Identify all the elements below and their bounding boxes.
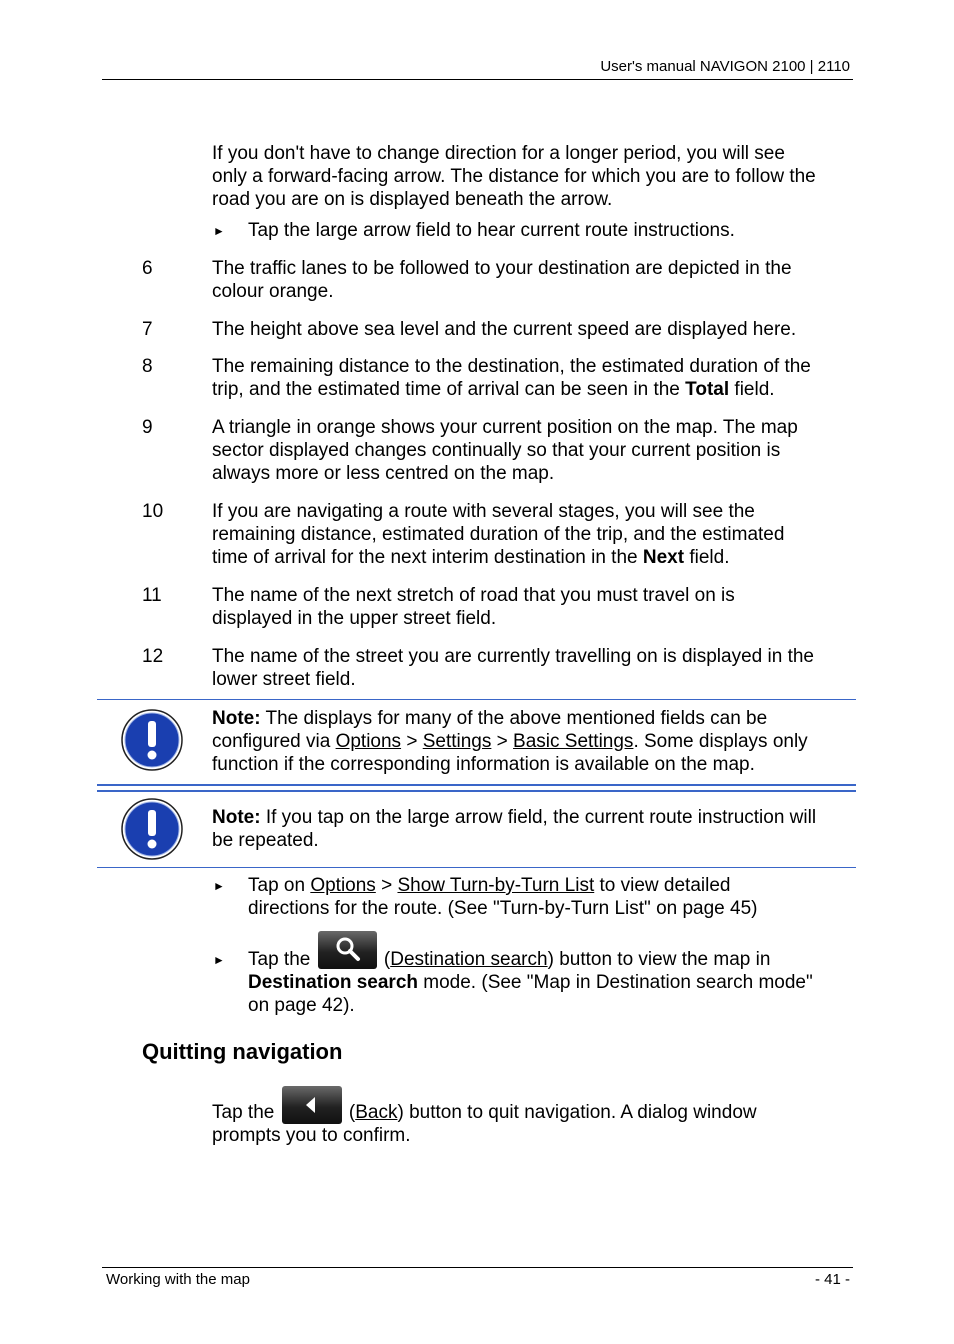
basic-settings-link[interactable]: Basic Settings <box>513 731 634 752</box>
exclamation-icon <box>121 798 183 860</box>
item-text-12: The name of the street you are currently travelling on is displayed in the lower street field. <box>212 646 814 690</box>
triangle-right-icon: ► <box>213 879 225 893</box>
magnifier-icon <box>318 931 377 969</box>
section-heading: Quitting navigation <box>142 1039 343 1064</box>
note-divider-2 <box>97 790 856 792</box>
item-number-6: 6 <box>142 258 153 279</box>
page-number: - 41 - <box>814 1271 850 1288</box>
header-rule <box>102 79 853 80</box>
item-number-9: 9 <box>142 417 153 438</box>
back-link[interactable]: Back <box>355 1102 398 1123</box>
item-number-10: 10 <box>142 501 164 522</box>
triangle-right-icon: ► <box>213 224 225 238</box>
destination-search-link[interactable]: Destination search <box>390 949 548 970</box>
item-number-8: 8 <box>142 356 153 377</box>
destination-search-button[interactable] <box>318 931 377 969</box>
item-number-7: 7 <box>142 319 153 340</box>
item-text-6: The traffic lanes to be followed to your destination are depicted in the colour orange. <box>212 258 792 302</box>
item-text-10: If you are navigating a route with several stages, you will see the remaining distance, estimated duration of the trip, and the estimated time of arrival for the next interim destination in the Next field. <box>212 501 785 568</box>
item-number-12: 12 <box>142 646 164 667</box>
intro-bullet: Tap the large arrow field to hear current route instructions. <box>248 220 735 241</box>
note-paragraph-1: Note: The displays for many of the above mentioned fields can be configured via Options > Settings > Basic Settings. Some displays only function if the corresponding information is available on the map. <box>212 708 808 775</box>
back-button[interactable] <box>282 1086 342 1124</box>
item-text-7: The height above sea level and the current speed are displayed here. <box>212 319 797 340</box>
intro-paragraph: If you don't have to change direction for a longer period, you will see only a forward-facing arrow. The distance for which you are to follow the road you are on is displayed beneath the arrow. <box>212 143 816 210</box>
running-header: User's manual NAVIGON 2100 | 2110 <box>600 58 850 75</box>
item-number-11: 11 <box>142 585 162 606</box>
turn-by-turn-list-link[interactable]: Show Turn-by-Turn List <box>397 875 595 896</box>
item-text-11: The name of the next stretch of road that you must travel on is displayed in the upper street field. <box>212 585 735 629</box>
footer-section: Working with the map <box>106 1271 250 1288</box>
back-arrow-icon <box>282 1086 342 1124</box>
item-text-9: A triangle in orange shows your current position on the map. The map sector displayed changes continually so that your current position is always more or less centred on the map. <box>212 417 798 484</box>
item-text-8: The remaining distance to the destination, the estimated duration of the trip, and the estimated time of arrival can be seen in the Total field. <box>212 356 811 400</box>
quit-paragraph: Tap the (Back) button to quit navigation. A dialog window prompts you to confirm. <box>212 1101 854 1147</box>
options-link[interactable]: Options <box>335 731 402 752</box>
settings-link[interactable]: Settings <box>422 731 492 752</box>
note-bottom-rule <box>97 867 856 868</box>
note-paragraph-2: Note: If you tap on the large arrow field, the current route instruction will be repeated. <box>212 807 817 851</box>
destination-search-bullet: Tap the (Destination search) button to view the map in Destination search mode. (See "Map in Destination search mode" on page 42). <box>248 948 854 1017</box>
triangle-right-icon: ► <box>213 953 225 967</box>
options-link[interactable]: Options <box>310 875 376 896</box>
note-top-rule <box>97 699 856 700</box>
footer-rule <box>102 1267 853 1268</box>
turn-list-bullet: Tap on Options > Show Turn-by-Turn List to view detailed directions for the route. (See "Turn-by-Turn List" on page 45) <box>248 875 758 919</box>
note-divider <box>97 784 856 786</box>
exclamation-icon <box>121 709 183 771</box>
